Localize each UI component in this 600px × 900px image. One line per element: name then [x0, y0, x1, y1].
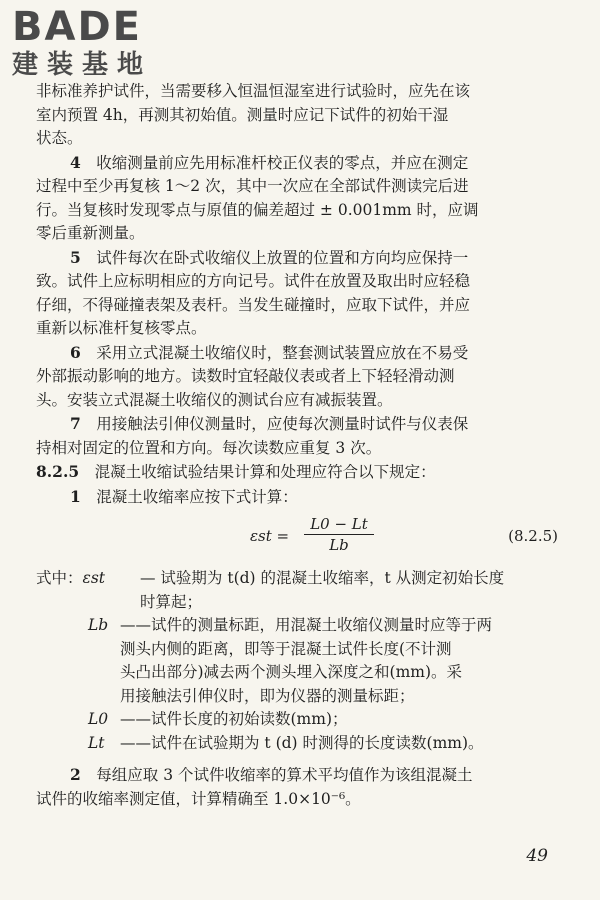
item-number: 6	[70, 342, 81, 362]
definition-line	[36, 591, 564, 615]
definition-line	[36, 661, 564, 685]
item-number: 4	[70, 152, 81, 172]
line-text: 外部振动影响的地方。读数时宜轻敲仪表或者上下轻轻滑动测	[36, 367, 455, 385]
line-text: 持相对固定的位置和方向。每次读数应重复 3 次。	[36, 438, 382, 457]
definition-prefix: 式中：	[36, 569, 83, 587]
formula-number: (8.2.5)	[508, 527, 558, 545]
line-text: 状态。	[36, 129, 83, 147]
definition-line	[36, 567, 564, 591]
definition-text: ——试件的测量标距，用混凝土收缩仪测量时应等于两	[120, 616, 493, 634]
line-text: 致。试件上应标明相应的方向记号。试件在放置及取出时应轻稳	[36, 272, 471, 290]
symbol-name: Lt	[88, 733, 105, 752]
symbol-name: Lb	[88, 616, 109, 634]
symbol-name: L0	[88, 710, 109, 728]
text-line	[36, 763, 564, 788]
line-text: 用接触法引伸仪测量时，应使每次测量时试件与仪表保	[96, 415, 469, 433]
document-body	[36, 80, 564, 811]
formula-fraction	[304, 515, 374, 554]
text-line	[36, 317, 564, 341]
text-line	[36, 341, 564, 366]
definition-text: 时算起；	[140, 592, 203, 611]
line-text: 行。当复核时发现零点与原值的偏差超过 ± 0.001mm 时，应调	[36, 200, 479, 219]
definition-text: — 试验期为 t(d) 的混凝土收缩率，t 从测定初始长度	[140, 569, 505, 587]
formula-lhs: εst =	[250, 527, 290, 545]
definition-list	[36, 567, 564, 755]
text-line	[36, 389, 564, 413]
closing-paragraph	[36, 763, 564, 811]
text-line	[36, 788, 564, 812]
text-line	[36, 412, 564, 437]
item-number: 1	[70, 486, 81, 506]
item-number: 7	[70, 414, 81, 433]
logo-text: BADE	[12, 4, 142, 50]
formula-denominator: Lb	[329, 536, 349, 554]
paragraph-block	[36, 80, 564, 509]
logo-subtitle: 建装基地	[12, 50, 153, 80]
line-text: 采用立式混凝土收缩仪时，整套测试装置应放在不易受	[96, 343, 469, 362]
definition-symbol	[88, 732, 105, 756]
line-text: 混凝土收缩试验结果计算和处理应符合以下规定：	[94, 463, 436, 481]
text-line	[36, 104, 564, 128]
definition-symbol	[88, 614, 108, 638]
text-line	[36, 365, 564, 389]
line-text: 室内预置 4h，再测其初始值。测量时应记下试件的初始干湿	[36, 105, 449, 124]
item-number: 5	[70, 247, 81, 267]
line-text: 重新以标准杆复核零点。	[36, 319, 207, 337]
formula-numerator: L0 − Lt	[304, 515, 374, 535]
definition-text: ——试件长度的初始读数(mm)；	[120, 710, 348, 728]
definition-line	[36, 708, 564, 732]
line-text: 头。安装立式混凝土收缩仪的测试台应有减振装置。	[36, 390, 393, 409]
text-line	[36, 485, 564, 510]
symbol-name: εst	[82, 569, 106, 587]
definition-symbol	[88, 708, 108, 732]
formula-8-2-5	[36, 513, 564, 565]
text-line	[36, 294, 564, 318]
line-text: 试件的收缩率测定值，计算精确至 1.0×10⁻⁶。	[36, 789, 361, 808]
line-text: 非标准养护试件，当需要移入恒温恒湿室进行试验时，应先在该	[36, 82, 471, 100]
line-text: 混凝土收缩率应按下式计算：	[96, 487, 298, 506]
text-line	[36, 437, 564, 461]
definition-symbol	[36, 567, 105, 591]
text-line	[36, 199, 564, 223]
definition-line	[36, 614, 564, 638]
definition-line	[36, 638, 564, 662]
text-line	[36, 222, 564, 246]
definition-text: 头凸出部分)减去两个测头埋入深度之和(mm)。采	[120, 663, 463, 681]
text-line	[36, 80, 564, 104]
line-text: 试件每次在卧式收缩仪上放置的位置和方向均应保持一	[96, 248, 469, 267]
text-line	[36, 246, 564, 271]
item-number: 8.2.5	[36, 462, 80, 481]
definition-line	[36, 732, 564, 756]
text-line	[36, 127, 564, 151]
text-line	[36, 151, 564, 176]
definition-text: 用接触法引伸仪时，即为仪器的测量标距；	[120, 686, 415, 705]
line-text: 仔细，不得碰撞表架及表杆。当发生碰撞时，应取下试件，并应	[36, 295, 471, 314]
line-text: 零后重新测量。	[36, 224, 145, 242]
text-line	[36, 270, 564, 294]
item-number: 2	[70, 765, 81, 784]
definition-line	[36, 685, 564, 709]
line-text: 过程中至少再复核 1～2 次，其中一次应在全部试件测读完后进	[36, 177, 469, 195]
definition-text: ——试件在试验期为 t (d) 时测得的长度读数(mm)。	[120, 733, 484, 752]
text-line	[36, 175, 564, 199]
line-text: 收缩测量前应先用标准杆校正仪表的零点，并应在测定	[96, 153, 469, 172]
brand-logo	[12, 6, 182, 80]
text-line	[36, 460, 564, 485]
line-text: 每组应取 3 个试件收缩率的算术平均值作为该组混凝土	[96, 766, 473, 784]
page-number: 49	[526, 846, 548, 866]
definition-text: 测头内侧的距离，即等于混凝土试件长度(不计测	[120, 639, 452, 658]
